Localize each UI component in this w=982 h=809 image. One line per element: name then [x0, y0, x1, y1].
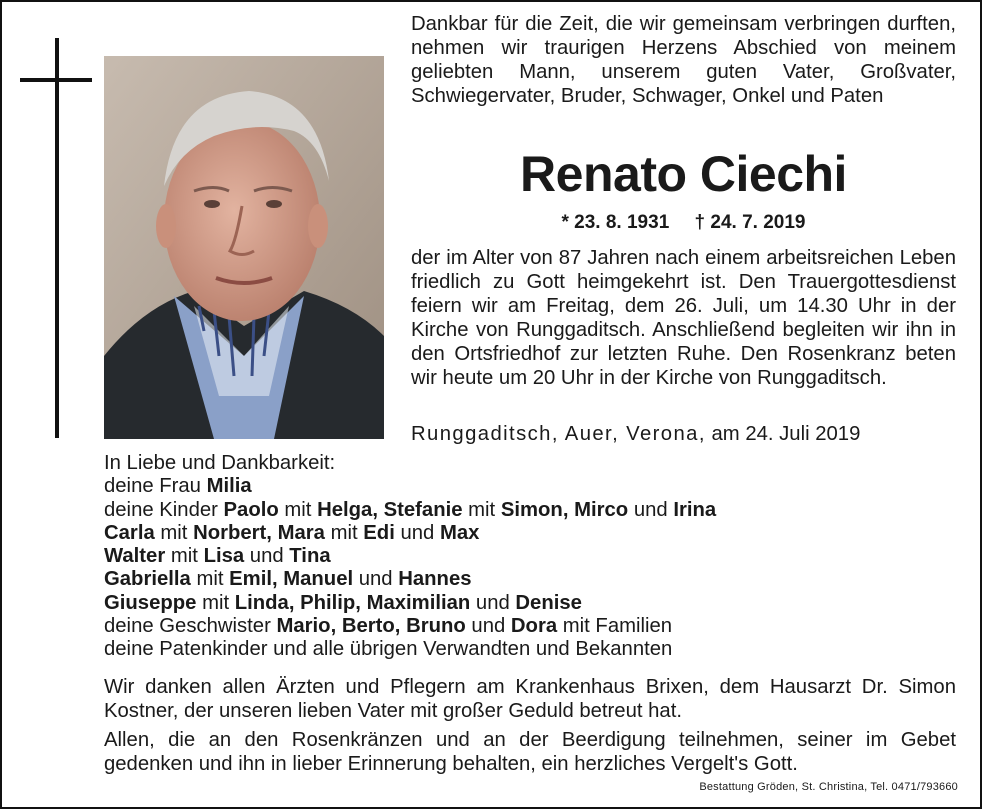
funeral-home-footer: Bestattung Gröden, St. Christina, Tel. 0471/793660 — [699, 781, 958, 793]
family-line-children-3: Walter mit Lisa und Tina — [104, 545, 331, 568]
family-list — [104, 452, 964, 662]
cross-icon-bar — [20, 78, 92, 82]
bio-text: der im Alter von 87 Jahren nach einem arbeitsreichen Leben friedlich zu Gott heimgekehrt ist. Den Trauergottesdienst feiern wir am Freitag, dem 26. Juli, um 14.30 Uhr in der Kirche von Runggaditsch. Anschließend begleiten wir ihn in den Ortsfriedhof zur letzten Ruhe. Den Rosenkranz beten wir heute um 20 Uhr in der Kirche von Runggaditsch. — [411, 247, 956, 389]
thanks-paragraph-2: Allen, die an den Rosenkränzen und an der Beerdigung teilnehmen, seiner im Gebet gedenken und ihn in lieber Erinnerung behalten, ein herzliches Vergelt's Gott. — [104, 729, 956, 775]
death-date: † 24. 7. 2019 — [694, 212, 806, 233]
place-towns: Runggaditsch, Auer, Verona, — [411, 423, 706, 445]
family-line-siblings: deine Geschwister Mario, Berto, Bruno und Dora mit Familien — [104, 615, 673, 638]
family-line-children-1: deine Kinder Paolo mit Helga, Stefanie mit Simon, Mirco und Irina — [104, 498, 717, 521]
family-line-children-2: Carla mit Norbert, Mara mit Edi und Max — [104, 521, 480, 544]
cross-icon — [55, 38, 59, 438]
family-line-wife: deine Frau Milia — [104, 475, 252, 498]
family-heading: In Liebe und Dankbarkeit: — [104, 452, 336, 474]
birth-date: * 23. 8. 1931 — [561, 212, 670, 233]
deceased-name: Renato Ciechi — [520, 146, 847, 202]
place-date: am 24. Juli 2019 — [711, 423, 861, 445]
family-line-children-4: Gabriella mit Emil, Manuel und Hannes — [104, 568, 472, 591]
thanks-section — [104, 676, 956, 782]
family-line-children-5: Giuseppe mit Linda, Philip, Maximilian und Denise — [104, 591, 582, 614]
life-dates — [411, 212, 956, 234]
thanks-paragraph-1: Wir danken allen Ärzten und Pflegern am Krankenhaus Brixen, dem Hausarzt Dr. Simon Kostner, der unseren lieben Vater mit großer Geduld betreut hat. — [104, 676, 956, 722]
place-date-line — [411, 422, 956, 446]
intro-text: Dankbar für die Zeit, die wir gemeinsam verbringen durften, nehmen wir traurigen Herzens Abschied von meinem geliebten Mann, unserem guten Vater, Großvater, Schwiegervater, Bruder, Schwager, Onkel und Paten — [411, 13, 956, 107]
family-line-godchildren: deine Patenkinder und alle übrigen Verwandten und Bekannten — [104, 638, 673, 661]
portrait-photo — [104, 56, 384, 439]
